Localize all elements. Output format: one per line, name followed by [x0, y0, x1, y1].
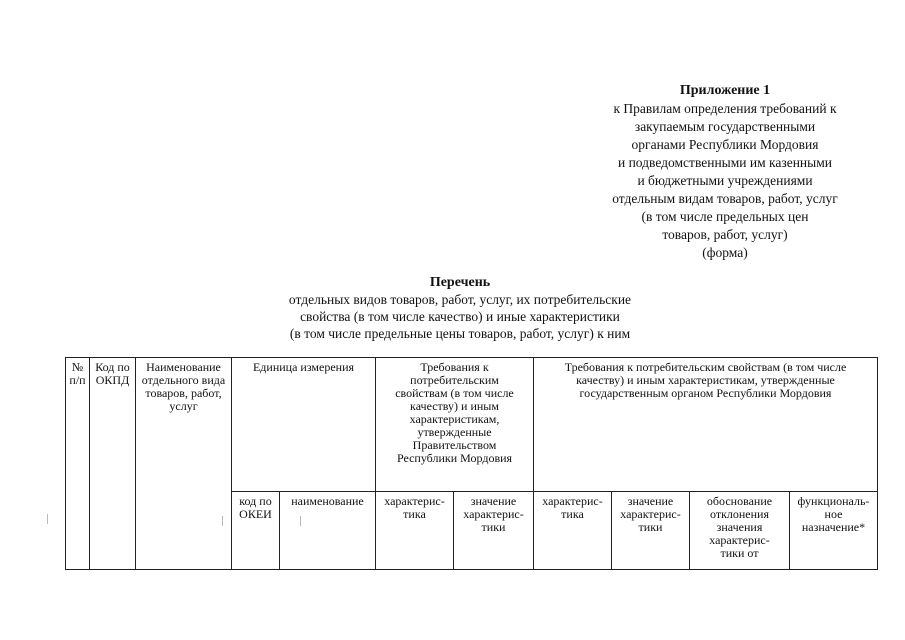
title-line: (в том числе предельные цены товаров, работ, услуг) к ним [289, 326, 631, 341]
subheader-unit-name [280, 492, 376, 570]
subheader-organ-characteristic [534, 492, 612, 570]
cell-line: назначение* [801, 520, 866, 534]
appendix-line: товаров, работ, услуг) [662, 227, 788, 242]
scan-artifact [300, 516, 301, 526]
appendix-line: к Правилам определения требований к [613, 101, 837, 116]
header-unit [232, 358, 376, 492]
cell-line: наименование [291, 494, 364, 508]
cell-line: отдельного вида [141, 373, 226, 387]
appendix-line: (в том числе предельных цен [641, 209, 809, 224]
document-title [200, 274, 720, 342]
appendix-line: и бюджетными учреждениями [637, 173, 813, 188]
cell-line: обоснование [706, 494, 773, 508]
cell-line: качеству) и иным [410, 399, 499, 413]
appendix-block [560, 82, 890, 262]
cell-line: Республики Мордовия [396, 451, 513, 465]
cell-line: значение [627, 494, 674, 508]
subheader-organ-value [612, 492, 690, 570]
cell-line: Требования к потребительским свойствам (в том числе [564, 360, 847, 374]
cell-line: государственным органом Республики Мордовия [579, 386, 832, 400]
cell-line: ОКПД [95, 373, 130, 387]
cell-line: п/п [69, 373, 86, 387]
cell-line: характерис- [709, 533, 770, 547]
subheader-functional-purpose [790, 492, 878, 570]
cell-line: качеству) и иным характеристикам, утвержденные [576, 373, 835, 387]
cell-line: тика [561, 507, 584, 521]
cell-line: отклонения [709, 507, 769, 521]
appendix-line: органами Республики Мордовия [631, 137, 819, 152]
header-government-requirements [376, 358, 534, 492]
appendix-line: и подведомственными им казенными [617, 155, 832, 170]
cell-line: Требования к [420, 360, 489, 374]
subheader-deviation-reason [690, 492, 790, 570]
cell-line: тики [481, 520, 506, 534]
cell-line: тики [638, 520, 663, 534]
title-line: отдельных видов товаров, работ, услуг, их потребительские [288, 292, 632, 307]
cell-line: потребительским [410, 373, 499, 387]
cell-line: свойствам (в том числе [395, 386, 514, 400]
cell-line: Наименование [146, 360, 221, 374]
cell-line: характерис- [384, 494, 445, 508]
header-organ-requirements [534, 358, 878, 492]
appendix-line: отдельным видам товаров, работ, услуг [612, 191, 838, 206]
cell-line: значения [716, 520, 763, 534]
cell-line: № [71, 360, 84, 374]
cell-line: характерис- [542, 494, 603, 508]
subheader-okei-code [232, 492, 280, 570]
scan-artifact [222, 516, 223, 526]
appendix-heading: Приложение 1 [679, 83, 771, 98]
appendix-line: (форма) [702, 245, 748, 260]
cell-line: тики от [720, 546, 759, 560]
scan-artifact [47, 514, 48, 524]
cell-line: характерис- [463, 507, 524, 521]
cell-line: товаров, работ, [145, 386, 222, 400]
cell-line: Единица измерения [252, 360, 355, 374]
cell-line: утвержденные [417, 425, 492, 439]
cell-line: ное [824, 507, 843, 521]
cell-line: характерис- [620, 507, 681, 521]
title-line: свойства (в том числе качество) и иные характеристики [300, 309, 620, 324]
header-item-name [136, 358, 232, 570]
cell-line: тика [403, 507, 426, 521]
cell-line: Правительством [412, 438, 497, 452]
cell-line: функциональ- [797, 494, 870, 508]
cell-line: код по [239, 494, 272, 508]
cell-line: ОКЕИ [239, 507, 272, 521]
title-heading: Перечень [429, 275, 491, 290]
cell-line: услуг [169, 399, 198, 413]
cell-line: значение [470, 494, 517, 508]
subheader-gov-value [454, 492, 534, 570]
requirements-table [65, 357, 878, 570]
subheader-gov-characteristic [376, 492, 454, 570]
cell-line: Код по [95, 360, 130, 374]
appendix-line: закупаемым государственными [634, 119, 816, 134]
cell-line: характеристикам, [409, 412, 500, 426]
header-number [66, 358, 90, 570]
header-okpd-code [90, 358, 136, 570]
